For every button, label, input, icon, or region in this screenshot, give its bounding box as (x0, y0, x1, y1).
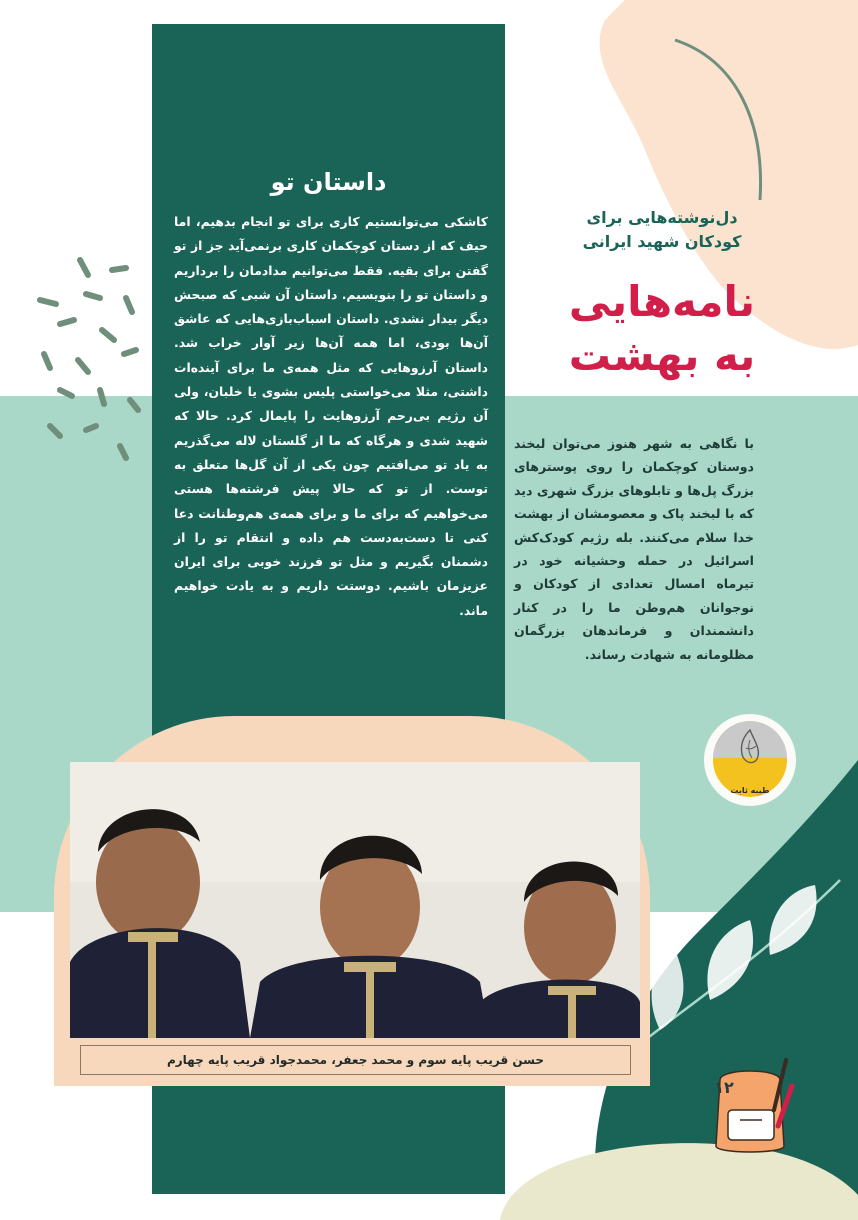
main-title (512, 275, 812, 383)
subtitle-line-1: دل‌نوشته‌هایی برای (586, 208, 738, 227)
story-body-text: کاشکی می‌توانستیم کاری برای تو انجام بدهیم، اما حیف که از دستان کوچکمان کاری برنمی‌آید جز از تو گفتن برای بقیه. فقط می‌توانیم مدادمان را برداریم و داستان تو را بنویسیم. داستان آن شبی که صبحش دیگر بیدار نشدی. داستان اسباب‌بازی‌هایی که عاشق آن‌ها بودی، اما همه آن‌ها زیر آوار خراب شد. داستان آرزوهایی که مثل همه‌ی ما برای آینده‌ات داشتی، مثلا می‌خواستی پلیس بشوی یا خلبان، ولی آن رژیم بی‌رحم آرزوهایت را پایمال کرد. حالا که شهید شدی و هرگاه که ما از گلستان لاله می‌گذریم به یاد تو می‌افتیم چون یکی از آن گل‌ها متعلق به توست. از تو که حالا پیش فرشته‌ها هستی می‌خواهیم که برای ما و برای همه‌ی هم‌وطنانت دعا کنی تا دست‌به‌دست هم داده و انتقام تو را از دشمنان بگیریم و مثل تو فرزند خوبی برای ایران عزیزمان باشیم. دوستت داریم و به یادت خواهیم ماند. (174, 214, 488, 618)
sage-dashes-decoration (30, 250, 150, 470)
backpack-icon (700, 1050, 800, 1160)
page-number: ۱۲ (714, 1078, 734, 1097)
story-title: داستان تو (270, 168, 387, 196)
main-title-line-1: نامه‌هایی (568, 277, 756, 326)
author-portrait-icon (734, 728, 766, 772)
children-photo (70, 762, 640, 1038)
cream-hill-bottom (500, 1135, 858, 1220)
subtitle-line-2: کودکان شهید ایرانی (582, 232, 742, 251)
photo-caption: حسن قریب پایه سوم و محمد جعفر، محمدجواد قریب پایه چهارم (80, 1045, 631, 1075)
main-title-line-2: به بهشت (568, 331, 756, 380)
subtitle (512, 206, 812, 254)
intro-paragraph: با نگاهی به شهر هنوز می‌توان لبخند دوستان کوچکمان را روی پوسترهای بزرگ پل‌ها و تابلوهای بزرگ شهری دید که با لبخند پاک و معصومشان از بهشت خدا سلام می‌کنند. بله رژیم کودک‌کش اسرائیل در حمله وحشیانه خود در تیرماه امسال تعدادی از کودکان و نوجوانان هم‌وطن ما را در کنار دانشمندان و فرماندهان بزرگمان مظلومانه به شهادت رساند. (514, 436, 754, 662)
badge-author-name: طیبه ثابت (730, 786, 770, 795)
